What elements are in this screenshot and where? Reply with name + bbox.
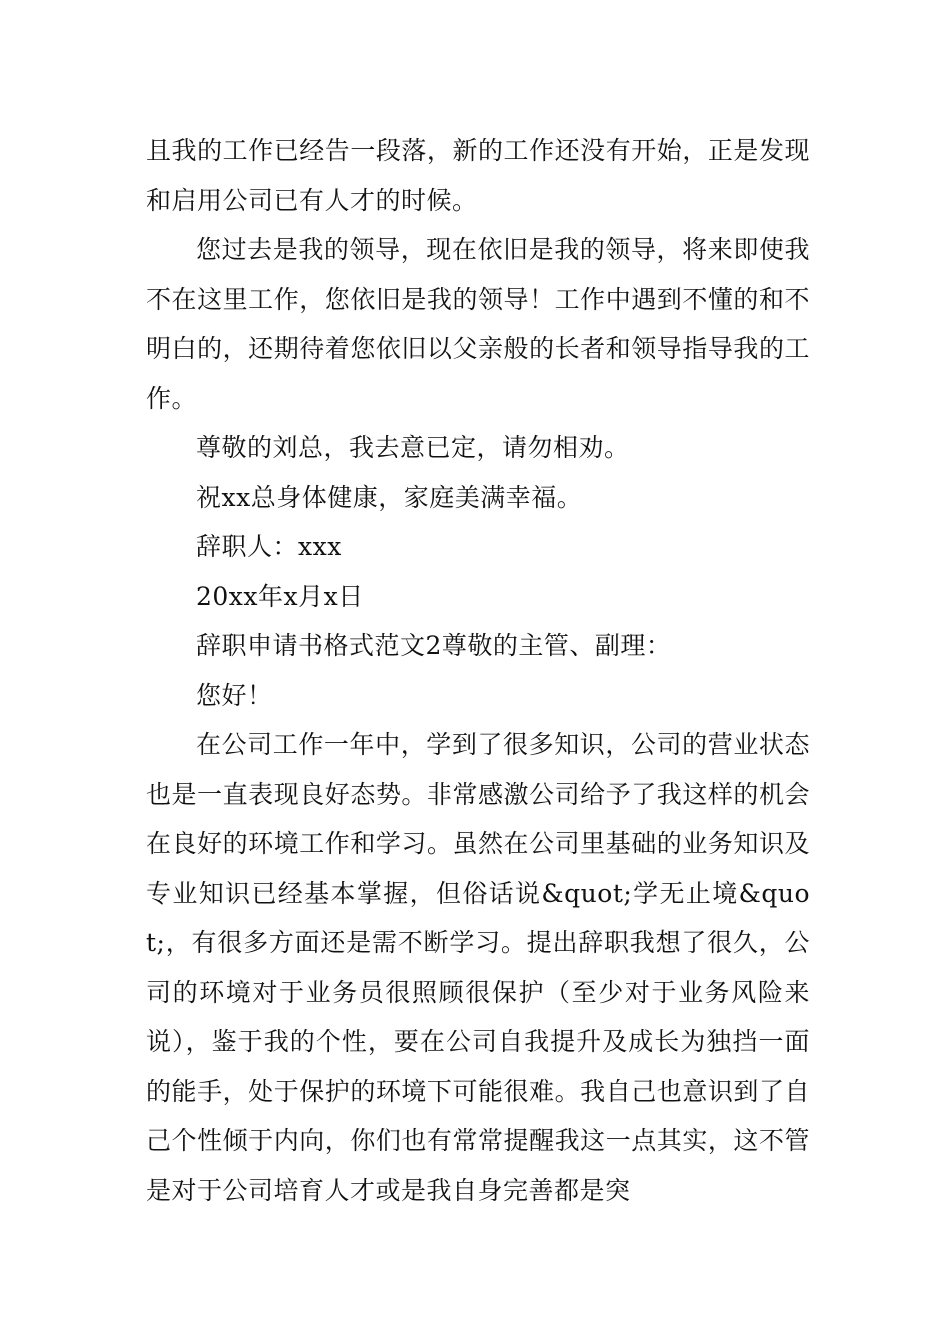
greeting-line: 您好！ <box>196 680 273 710</box>
paragraph-main-body: 在公司工作一年中，学到了很多知识，公司的营业状态也是一直表现良好态势。非常感激公司给予了我这样的机会在良好的环境工作和学习。虽然在公司里基础的业务知识及专业知识已经基本掌握，但俗话说&quot;学无止境&quot;，有很多方面还是需不断学习。提出辞职我想了很久，公司的环境对于业务员很照顾很保护（至少对于业务风险来说），鉴于我的个性，要在公司自我提升及成长为独挡一面的能手，处于保护的环境下可能很难。我自己也意识到了自己个性倾于内向，你们也有常常提醒我这一点其实，这不管是对于公司培育人才或是我自身完善都是突 <box>146 730 810 1205</box>
sample-title: 辞职申请书格式范文2尊敬的主管、副理： <box>196 631 672 660</box>
paragraph-decision: 尊敬的刘总，我去意已定，请勿相劝。 <box>196 433 630 462</box>
paragraph-continuation: 且我的工作已经告一段落，新的工作还没有开始，正是发现和启用公司已有人才的时候。 <box>146 136 810 215</box>
signature-line: 辞职人：xxx <box>196 532 342 561</box>
date-line: 20xx年x月x日 <box>196 581 364 611</box>
paragraph-leader-appreciation: 您过去是我的领导，现在依旧是我的领导，将来即使我不在这里工作，您依旧是我的领导！工作中遇到不懂的和不明白的，还期待着您依旧以父亲般的长者和领导指导我的工作。 <box>146 235 810 413</box>
paragraph-wishes: 祝xx总身体健康，家庭美满幸福。 <box>196 482 583 512</box>
document-body <box>146 126 810 1215</box>
